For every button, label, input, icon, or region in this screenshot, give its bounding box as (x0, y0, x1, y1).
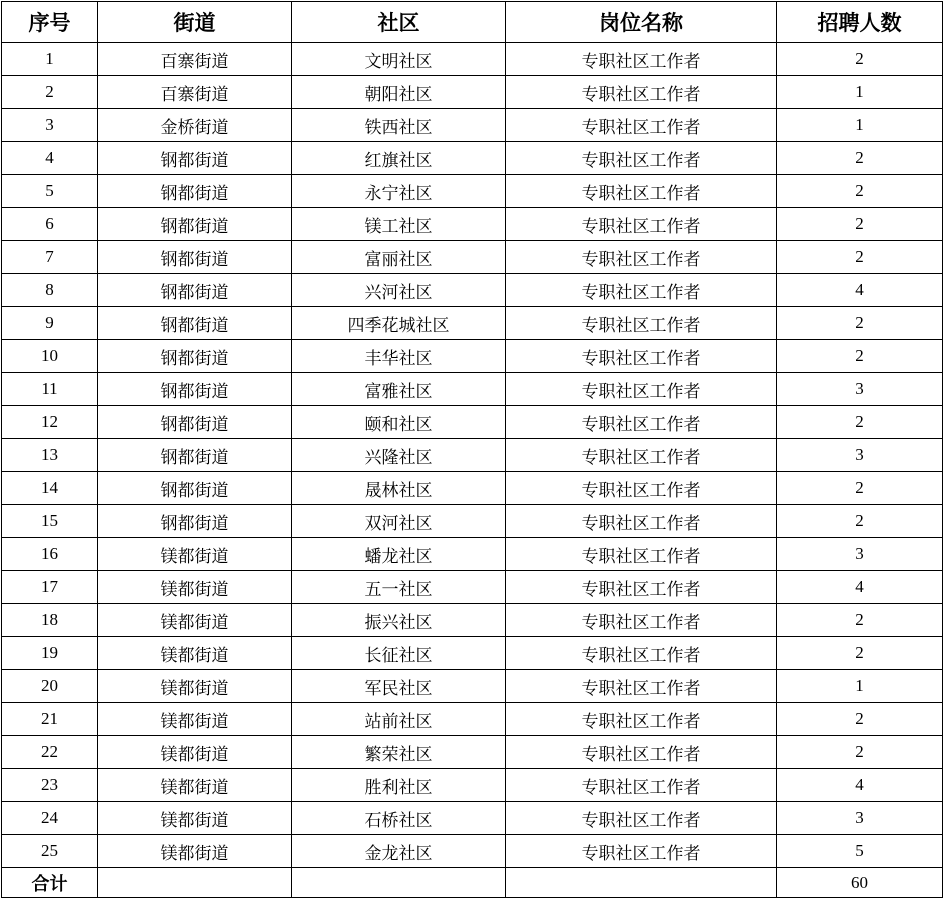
cell-position: 专职社区工作者 (506, 769, 777, 802)
cell-index: 8 (2, 274, 98, 307)
cell-index: 19 (2, 637, 98, 670)
cell-community: 胜利社区 (292, 769, 506, 802)
cell-index: 11 (2, 373, 98, 406)
table-row (2, 109, 943, 142)
cell-index: 14 (2, 472, 98, 505)
table-row (2, 373, 943, 406)
cell-community: 文明社区 (292, 43, 506, 76)
cell-count: 2 (777, 736, 943, 769)
cell-index: 12 (2, 406, 98, 439)
cell-count: 2 (777, 703, 943, 736)
cell-count: 2 (777, 406, 943, 439)
table-row (2, 505, 943, 538)
cell-community: 蟠龙社区 (292, 538, 506, 571)
cell-community: 红旗社区 (292, 142, 506, 175)
cell-street: 钢都街道 (98, 505, 292, 538)
cell-index: 18 (2, 604, 98, 637)
cell-community: 富雅社区 (292, 373, 506, 406)
cell-index: 1 (2, 43, 98, 76)
cell-position: 专职社区工作者 (506, 571, 777, 604)
cell-index: 20 (2, 670, 98, 703)
cell-community: 石桥社区 (292, 802, 506, 835)
table-row (2, 76, 943, 109)
table-row (2, 538, 943, 571)
cell-position: 专职社区工作者 (506, 373, 777, 406)
cell-community: 五一社区 (292, 571, 506, 604)
cell-index: 10 (2, 340, 98, 373)
cell-street: 钢都街道 (98, 406, 292, 439)
cell-count: 2 (777, 307, 943, 340)
table-row (2, 43, 943, 76)
cell-count: 2 (777, 208, 943, 241)
cell-street: 钢都街道 (98, 307, 292, 340)
cell-position: 专职社区工作者 (506, 340, 777, 373)
cell-street: 镁都街道 (98, 736, 292, 769)
cell-index: 16 (2, 538, 98, 571)
cell-community: 金龙社区 (292, 835, 506, 868)
cell-index: 21 (2, 703, 98, 736)
cell-position: 专职社区工作者 (506, 835, 777, 868)
cell-community: 振兴社区 (292, 604, 506, 637)
cell-street: 镁都街道 (98, 637, 292, 670)
cell-position: 专职社区工作者 (506, 637, 777, 670)
table-row (2, 340, 943, 373)
cell-position: 专职社区工作者 (506, 670, 777, 703)
cell-count: 2 (777, 175, 943, 208)
cell-position: 专职社区工作者 (506, 175, 777, 208)
cell-count: 1 (777, 76, 943, 109)
cell-index: 9 (2, 307, 98, 340)
cell-count: 2 (777, 472, 943, 505)
cell-street: 钢都街道 (98, 175, 292, 208)
cell-count: 3 (777, 538, 943, 571)
header-street: 街道 (98, 2, 292, 43)
cell-index: 5 (2, 175, 98, 208)
cell-street: 镁都街道 (98, 769, 292, 802)
table-row (2, 703, 943, 736)
total-community (292, 868, 506, 898)
total-row (2, 868, 943, 898)
cell-street: 镁都街道 (98, 538, 292, 571)
cell-community: 永宁社区 (292, 175, 506, 208)
header-position: 岗位名称 (506, 2, 777, 43)
cell-position: 专职社区工作者 (506, 406, 777, 439)
cell-count: 4 (777, 274, 943, 307)
cell-community: 双河社区 (292, 505, 506, 538)
cell-index: 7 (2, 241, 98, 274)
cell-index: 22 (2, 736, 98, 769)
header-index: 序号 (2, 2, 98, 43)
total-label: 合计 (2, 868, 98, 898)
cell-count: 1 (777, 109, 943, 142)
cell-count: 5 (777, 835, 943, 868)
cell-community: 四季花城社区 (292, 307, 506, 340)
cell-count: 3 (777, 802, 943, 835)
cell-count: 3 (777, 439, 943, 472)
table-row (2, 736, 943, 769)
cell-position: 专职社区工作者 (506, 802, 777, 835)
cell-position: 专职社区工作者 (506, 142, 777, 175)
cell-community: 铁西社区 (292, 109, 506, 142)
cell-community: 朝阳社区 (292, 76, 506, 109)
cell-position: 专职社区工作者 (506, 703, 777, 736)
cell-street: 钢都街道 (98, 373, 292, 406)
cell-community: 丰华社区 (292, 340, 506, 373)
cell-index: 24 (2, 802, 98, 835)
cell-street: 钢都街道 (98, 439, 292, 472)
cell-count: 2 (777, 637, 943, 670)
total-street (98, 868, 292, 898)
cell-position: 专职社区工作者 (506, 76, 777, 109)
cell-community: 繁荣社区 (292, 736, 506, 769)
table-row (2, 142, 943, 175)
cell-street: 镁都街道 (98, 571, 292, 604)
table-row (2, 769, 943, 802)
cell-index: 15 (2, 505, 98, 538)
header-count: 招聘人数 (777, 2, 943, 43)
cell-position: 专职社区工作者 (506, 43, 777, 76)
cell-count: 1 (777, 670, 943, 703)
total-position (506, 868, 777, 898)
cell-position: 专职社区工作者 (506, 208, 777, 241)
table-row (2, 175, 943, 208)
cell-count: 4 (777, 769, 943, 802)
cell-street: 百寨街道 (98, 76, 292, 109)
cell-community: 兴河社区 (292, 274, 506, 307)
cell-street: 百寨街道 (98, 43, 292, 76)
table-row (2, 406, 943, 439)
cell-street: 钢都街道 (98, 142, 292, 175)
cell-index: 23 (2, 769, 98, 802)
cell-index: 2 (2, 76, 98, 109)
cell-count: 2 (777, 142, 943, 175)
cell-community: 军民社区 (292, 670, 506, 703)
table-row (2, 472, 943, 505)
table-row (2, 208, 943, 241)
cell-position: 专职社区工作者 (506, 439, 777, 472)
cell-index: 3 (2, 109, 98, 142)
table-row (2, 571, 943, 604)
cell-street: 钢都街道 (98, 274, 292, 307)
cell-street: 镁都街道 (98, 802, 292, 835)
cell-street: 镁都街道 (98, 835, 292, 868)
cell-index: 25 (2, 835, 98, 868)
cell-count: 2 (777, 241, 943, 274)
cell-index: 4 (2, 142, 98, 175)
cell-street: 钢都街道 (98, 241, 292, 274)
table-row (2, 241, 943, 274)
cell-street: 镁都街道 (98, 670, 292, 703)
cell-community: 富丽社区 (292, 241, 506, 274)
total-count: 60 (777, 868, 943, 898)
cell-community: 晟林社区 (292, 472, 506, 505)
cell-position: 专职社区工作者 (506, 736, 777, 769)
table-row (2, 439, 943, 472)
cell-community: 镁工社区 (292, 208, 506, 241)
cell-count: 2 (777, 340, 943, 373)
table-row (2, 307, 943, 340)
cell-community: 兴隆社区 (292, 439, 506, 472)
cell-count: 3 (777, 373, 943, 406)
cell-position: 专职社区工作者 (506, 472, 777, 505)
cell-street: 镁都街道 (98, 604, 292, 637)
table-header-row (2, 2, 943, 43)
cell-position: 专职社区工作者 (506, 604, 777, 637)
table-row (2, 274, 943, 307)
cell-street: 金桥街道 (98, 109, 292, 142)
table-row (2, 670, 943, 703)
cell-community: 长征社区 (292, 637, 506, 670)
table-row (2, 835, 943, 868)
table-body (2, 43, 943, 868)
cell-position: 专职社区工作者 (506, 307, 777, 340)
cell-count: 4 (777, 571, 943, 604)
cell-street: 钢都街道 (98, 340, 292, 373)
header-community: 社区 (292, 2, 506, 43)
cell-index: 13 (2, 439, 98, 472)
cell-position: 专职社区工作者 (506, 274, 777, 307)
cell-position: 专职社区工作者 (506, 505, 777, 538)
cell-street: 镁都街道 (98, 703, 292, 736)
cell-position: 专职社区工作者 (506, 538, 777, 571)
recruitment-table (1, 1, 943, 898)
cell-count: 2 (777, 505, 943, 538)
cell-community: 站前社区 (292, 703, 506, 736)
cell-street: 钢都街道 (98, 208, 292, 241)
cell-position: 专职社区工作者 (506, 109, 777, 142)
cell-count: 2 (777, 43, 943, 76)
table-row (2, 637, 943, 670)
table-row (2, 604, 943, 637)
cell-community: 颐和社区 (292, 406, 506, 439)
cell-position: 专职社区工作者 (506, 241, 777, 274)
table-row (2, 802, 943, 835)
cell-count: 2 (777, 604, 943, 637)
cell-street: 钢都街道 (98, 472, 292, 505)
cell-index: 17 (2, 571, 98, 604)
cell-index: 6 (2, 208, 98, 241)
